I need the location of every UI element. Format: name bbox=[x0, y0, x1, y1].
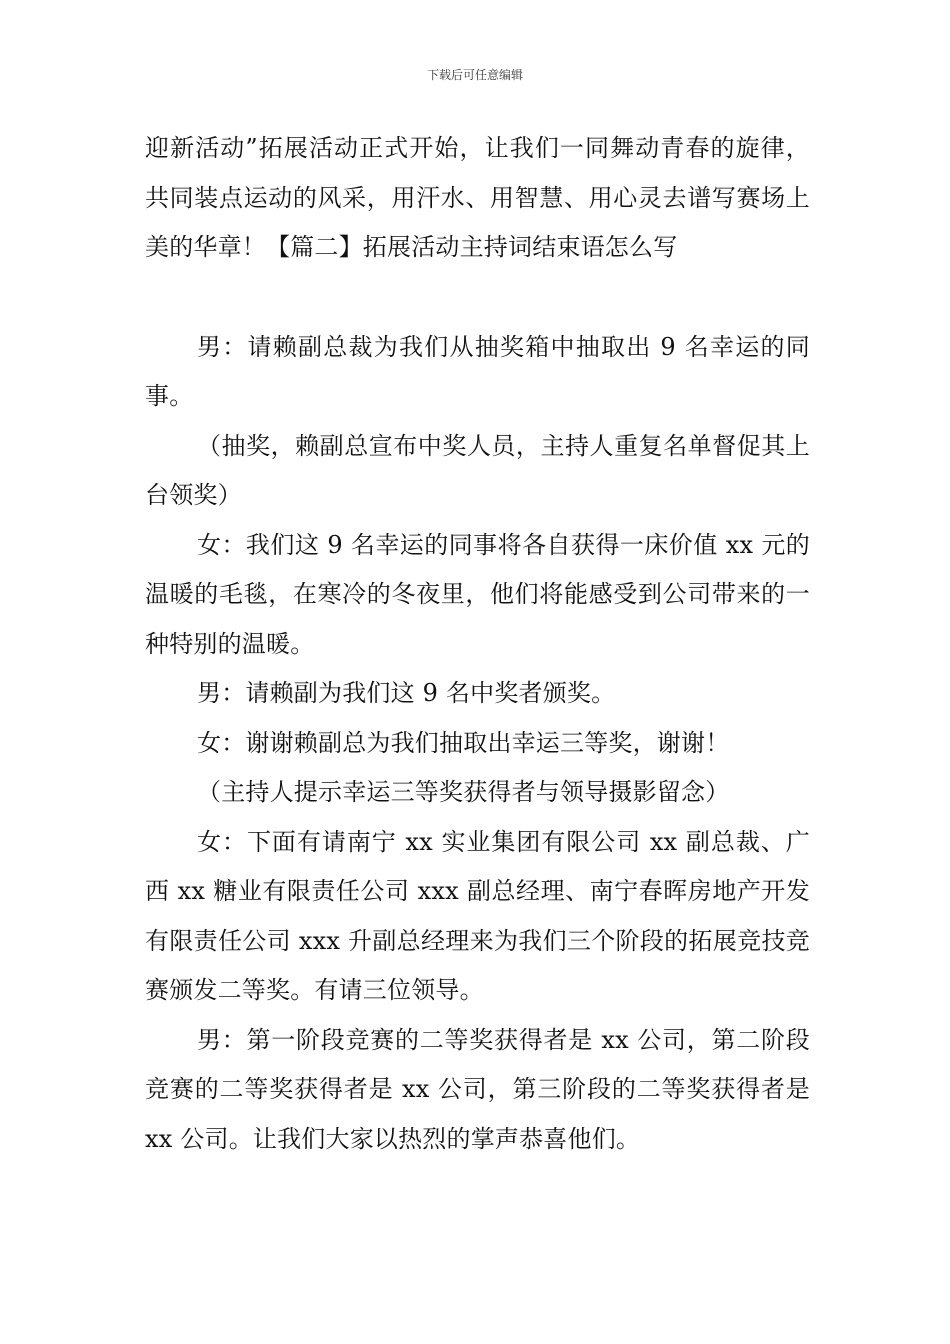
paragraph-male-1: 男：请赖副总裁为我们从抽奖箱中抽取出 9 名幸运的同事。 bbox=[145, 332, 810, 410]
paragraph-female-2: 女：谢谢赖副总为我们抽取出幸运三等奖，谢谢！ bbox=[197, 728, 730, 757]
paragraph-stage-direction-2: （主持人提示幸运三等奖获得者与领导摄影留念） bbox=[197, 778, 730, 806]
header-note: 下载后可任意编辑 bbox=[426, 68, 523, 82]
paragraph-stage-direction-1: （抽奖，赖副总宣布中奖人员，主持人重复名单督促其上台领奖） bbox=[145, 431, 810, 509]
paragraph-male-2: 男：请赖副为我们这 9 名中奖者颁奖。 bbox=[197, 679, 616, 707]
document-body bbox=[145, 124, 810, 1164]
paragraph-gap bbox=[145, 273, 810, 323]
paragraph-female-1: 女：我们这 9 名幸运的同事将各自获得一床价值 xx 元的温暖的毛毯，在寒冷的冬夜里，他们将能感受到公司带来的一种特别的温暖。 bbox=[145, 530, 810, 658]
paragraph-male-3: 男：第一阶段竞赛的二等奖获得者是 xx 公司，第二阶段竞赛的二等奖获得者是 xx 公司，第三阶段的二等奖获得者是 xx 公司。让我们大家以热烈的掌声恭喜他们。 bbox=[145, 1025, 810, 1153]
paragraph-female-3: 女：下面有请南宁 xx 实业集团有限公司 xx 副总裁、广西 xx 糖业有限责任公司 xxx 副总经理、南宁春晖房地产开发有限责任公司 xxx 升副总经理来为我们三个阶段的拓展竞技竞赛颁发二等奖。有请三位领导。 bbox=[145, 827, 810, 1004]
paragraph-intro: 迎新活动”拓展活动正式开始，让我们一同舞动青春的旋律，共同装点运动的风采，用汗水、用智慧、用心灵去谱写赛场上美的华章！【篇二】拓展活动主持词结束语怎么写 bbox=[145, 134, 810, 261]
